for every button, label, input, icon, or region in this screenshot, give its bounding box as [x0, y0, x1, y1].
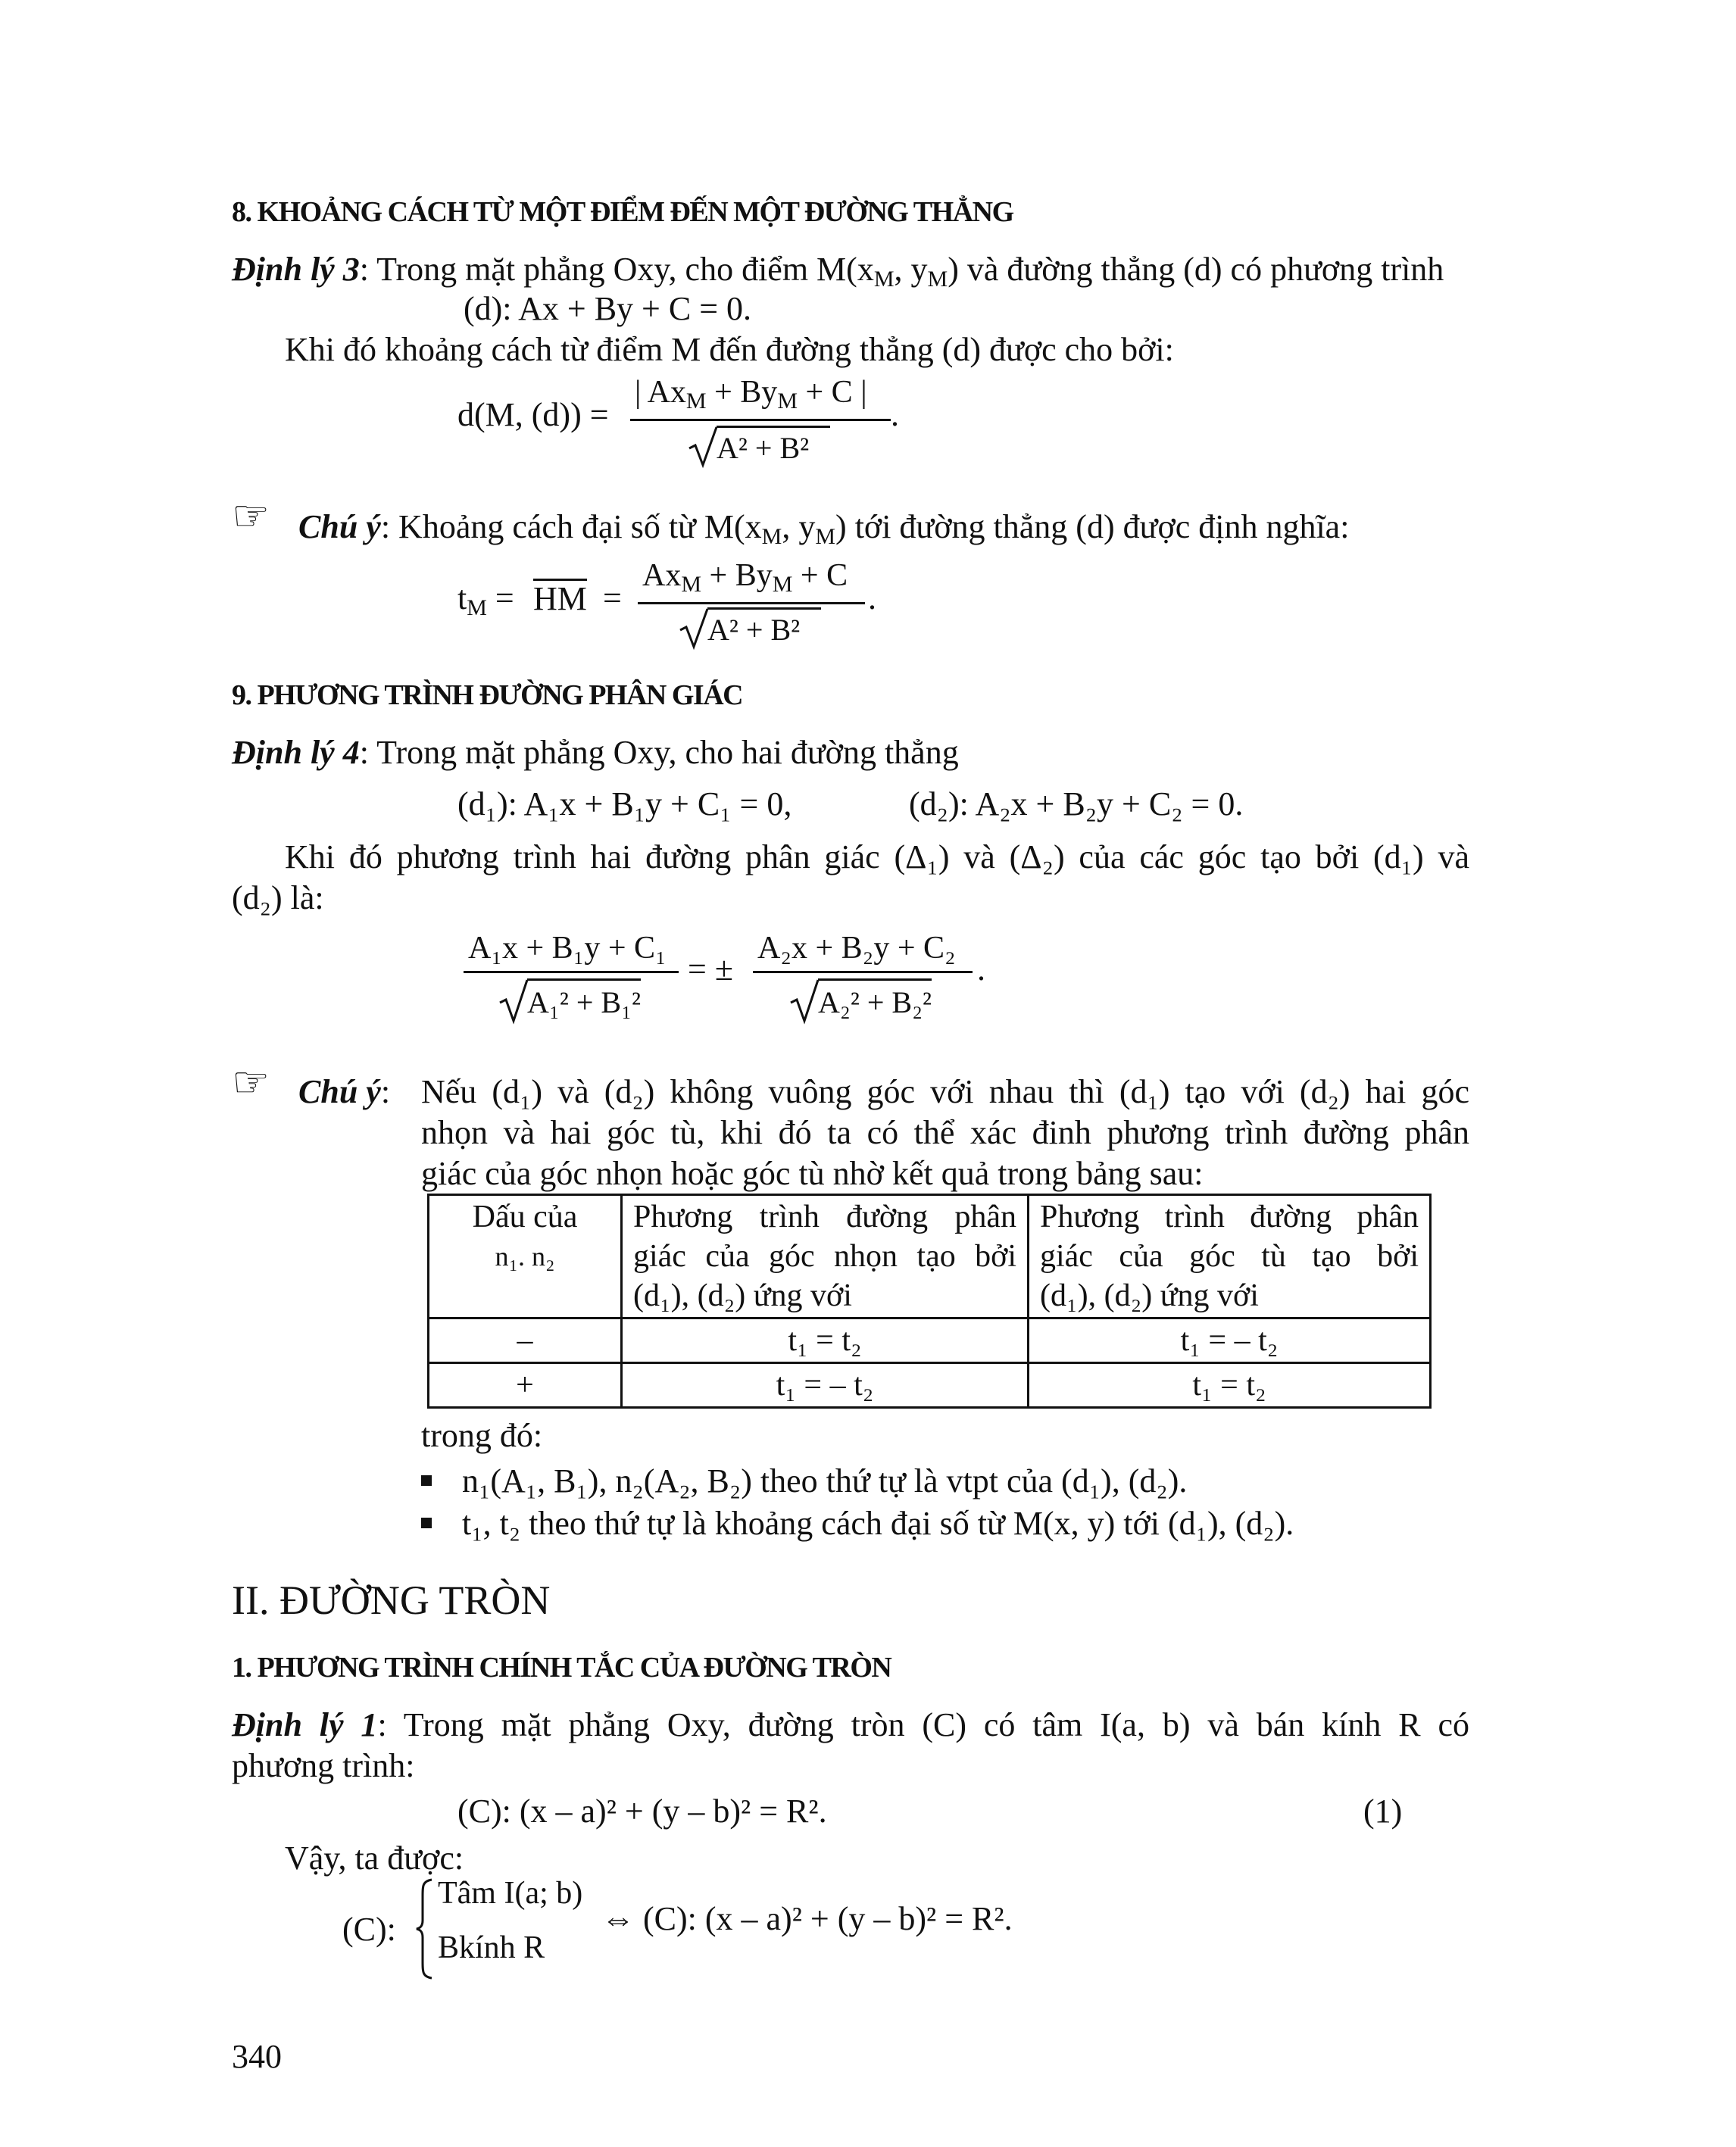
equals: = — [603, 579, 622, 616]
d2-equation: (d₂): A₂x + B₂y + C₂ = 0. — [909, 785, 1244, 822]
sqrt-bar-4 — [818, 978, 932, 981]
table-header-row — [429, 1195, 1431, 1318]
circle-equation: (C): (x – a)² + (y – b)² = R². — [457, 1793, 827, 1830]
theorem-4-line: Định lý 4: Trong mặt phẳng Oxy, cho hai đường thẳng — [232, 734, 959, 771]
page-number: 340 — [232, 2038, 282, 2075]
left-brace — [415, 1878, 435, 1980]
table-header-obtuse: Phương trình đường phân giác của góc tù tạo bởi (d₁), (d₂) ứng với — [1029, 1195, 1431, 1318]
note-2-label: Chú ý: — [298, 1073, 391, 1110]
sqrt-sign-2 — [680, 607, 710, 648]
sqrt-bar-3 — [527, 978, 641, 981]
bisector-intro-line1: Khi đó phương trình hai đường phân giác (Δ₁) và (Δ₂) của các góc tạo bởi (d₁) và — [285, 838, 1469, 875]
distance-intro: Khi đó khoảng cách từ điểm M đến đường thẳng (d) được cho bởi: — [285, 331, 1174, 368]
vector-hm: HM — [533, 580, 587, 617]
distance-formula-lhs: d(M, (d)) = — [457, 396, 609, 433]
note-2-line2: nhọn và hai góc tù, khi đó ta có thể xác đinh phương trình đường phân — [421, 1114, 1469, 1151]
table-row: – t₁ = t₂ t₁ = – t₂ — [429, 1318, 1431, 1363]
bisector-sign-table — [427, 1194, 1432, 1409]
bisector-fraction-bar-1 — [464, 971, 679, 973]
bullet-1: n₁(A₁, B₁), n₂(A₂, B₂) theo thứ tự là vtpt của (d₁), (d₂). — [421, 1462, 1187, 1501]
theorem-1-line1: Định lý 1: Trong mặt phẳng Oxy, đường tròn (C) có tâm I(a, b) và bán kính R có — [232, 1706, 1469, 1743]
part-ii-heading: II. ĐƯỜNG TRÒN — [232, 1577, 551, 1623]
theorem-1-line2: phương trình: — [232, 1747, 415, 1784]
bisector-denominator-1: A₁² + B₁² — [527, 985, 641, 1019]
bisector-numerator-2: A₂x + B₂y + C₂ — [757, 931, 956, 966]
note-1-line: Chú ý: Khoảng cách đại số từ $M(x_M$, $y_M$) tới đường thẳng (d) được định nghĩa: — [298, 508, 1350, 549]
system-line2: Bkính R — [438, 1930, 545, 1965]
period: . — [868, 579, 876, 616]
sqrt-bar-2 — [707, 607, 821, 610]
section-8-heading: 8. KHOẢNG CÁCH TỪ MỘT ĐIỂM ĐẾN MỘT ĐƯỜNG THẲNG — [232, 196, 1013, 228]
t-m-numerator: $Ax_M + By_M + C$ — [642, 558, 848, 597]
distance-fraction-bar — [630, 419, 891, 421]
pointing-hand-icon: ☞ — [232, 493, 270, 540]
line-equation: (d): Ax + By + C = 0. — [464, 290, 752, 327]
so-we-get: Vậy, ta được: — [285, 1840, 464, 1877]
pointing-hand-icon: ☞ — [232, 1059, 270, 1106]
period: . — [891, 396, 899, 433]
subsection-1-heading: 1. PHƯƠNG TRÌNH CHÍNH TẮC CỦA ĐƯỜNG TRÒN — [232, 1652, 891, 1684]
d1-equation: (d₁): A₁x + B₁y + C₁ = 0, — [457, 785, 792, 822]
t-m-denominator: A² + B² — [707, 613, 801, 647]
bisector-denominator-2: A₂² + B₂² — [818, 985, 932, 1019]
sqrt-sign-4 — [791, 978, 821, 1022]
system-line1: Tâm I(a; b) — [438, 1876, 583, 1911]
theorem-3-line: Định lý 3: Trong mặt phẳng Oxy, cho điểm $M(x_M$, $y_M$) và đường thẳng (d) có phương trình — [232, 251, 1444, 292]
table-header-sign: Dấu của n₁. n₂ — [429, 1195, 622, 1318]
section-9-heading: 9. PHƯƠNG TRÌNH ĐƯỜNG PHÂN GIÁC — [232, 679, 743, 711]
distance-formula-numerator: | $Ax_M + By_M + C$ | — [635, 375, 867, 413]
where-label: trong đó: — [421, 1417, 543, 1454]
table-row: + t₁ = – t₂ t₁ = t₂ — [429, 1363, 1431, 1408]
bisector-intro-line2: (d₂) là: — [232, 879, 324, 916]
system-lhs: (C): — [342, 1911, 396, 1948]
t-m-fraction-bar — [638, 602, 865, 604]
equation-number: (1) — [1363, 1793, 1403, 1830]
sqrt-sign-1 — [689, 426, 720, 467]
bisector-numerator-1: A₁x + B₁y + C₁ — [468, 931, 667, 966]
sqrt-bar-1 — [717, 426, 830, 428]
plus-minus-equals: = ± — [688, 950, 733, 988]
table-header-acute: Phương trình đường phân giác của góc nhọn tạo bởi (d₁), (d₂) ứng với — [622, 1195, 1029, 1318]
t-m-lhs: $t_M$ = — [457, 579, 514, 620]
note-2-line3: giác của góc nhọn hoặc góc tù nhờ kết quả trong bảng sau: — [421, 1155, 1204, 1192]
note-2-line1: Nếu (d₁) và (d₂) không vuông góc với nhau thì (d₁) tạo với (d₂) hai góc — [421, 1073, 1469, 1110]
distance-denominator: A² + B² — [717, 431, 810, 465]
system-rhs: ⇔ (C): (x – a)² + (y – b)² = R². — [601, 1900, 1013, 1937]
sqrt-sign-3 — [500, 978, 530, 1022]
theorem-3-label: Định lý 3 — [232, 251, 360, 288]
bisector-fraction-bar-2 — [753, 971, 973, 973]
bullet-2: t₁, t₂ theo thứ tự là khoảng cách đại số từ M(x, y) tới (d₁), (d₂). — [421, 1504, 1294, 1543]
period: . — [977, 950, 985, 988]
